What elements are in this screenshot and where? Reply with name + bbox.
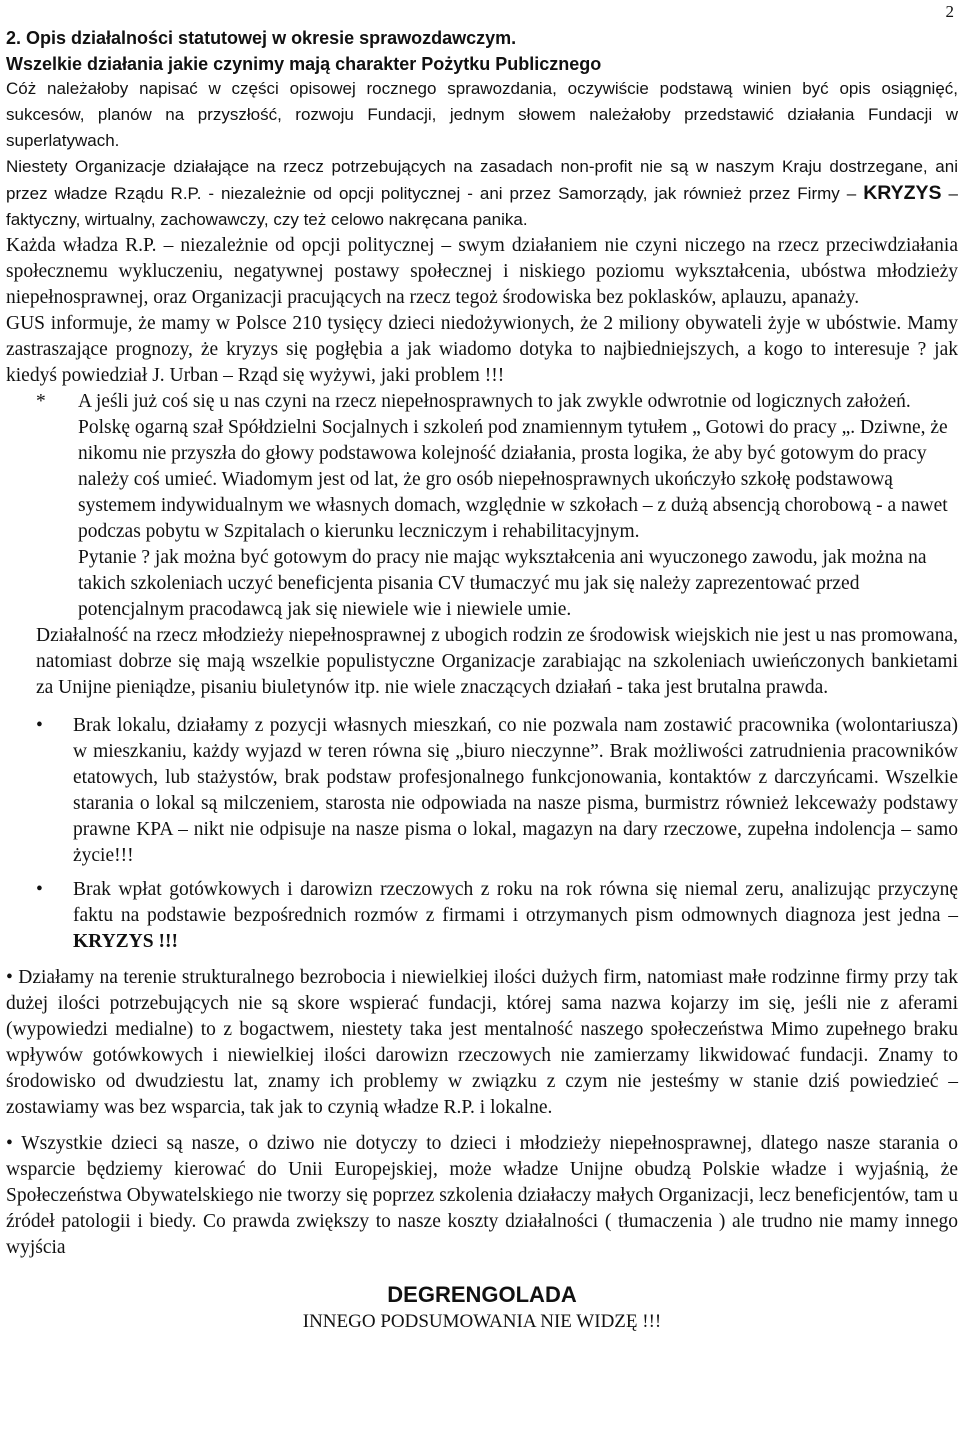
question-text: Pytanie ? jak można być gotowym do pracy nie mając wykształcenia ani wyuczonego zawodu, jak można na takich szkoleniach uczyć beneficjenta pisania CV tłumaczyć mu jak się należy zaprezentować przed potencjalnym pracodawcą jak się niewiele wie i niewiele umie. (78, 547, 927, 620)
footer-title: DEGRENGOLADA (387, 1282, 577, 1307)
paragraph-children-text: Wszystkie dzieci są nasze, o dziwo nie dotyczy to dzieci i młodzieży niepełnosprawnej, dlatego nasze starania o wsparcie będziemy kierować do Unii Europejskiej, może władze Unijne obudzą Polskie władze i wyjaśnią, że Społeczeństwa Obywatelskiego nie tworzy się poprzez szkolenia działaczy małych Organizacji, lecz beneficjentów, tam u źródeł patologii i biedy. Co prawda zwiększy to nasze koszty działalności ( tłumaczenia ) ale trudno nie mamy innego wyjścia (6, 1133, 958, 1258)
paragraph-gus: GUS informuje, że mamy w Polsce 210 tysięcy dzieci niedożywionych, że 2 miliony obywateli żyje w ubóstwie. Mamy zastraszające prognozy, że kryzys się pogłębia a jak wiadomo dotyka to najbiedniejszych, a kogo to interesuje ? jak kiedyś powiedział J. Urban – Rząd się wyżywi, jaki problem !!! (6, 313, 958, 386)
bullet-item-donations (6, 877, 958, 955)
paragraph-organizations (6, 154, 958, 233)
paragraph-authorities: Każda władza R.P. – niezależnie od opcji politycznej – swym działaniem nie czyni niczego na rzecz przeciwdziałania społecznemu wykluczeniu, negatywnej postawy społecznej i niskiego poziomu wykształcenia, ubóstwa młodzieży niepełnosprawnej, oraz Organizacji pracujących na rzecz tegoż środowiska bez poklasków, aplauzu, apanaży. (6, 235, 958, 308)
paragraph-organizations-text: Niestety Organizacje działające na rzecz potrzebujących na zasadach non-profit nie są w naszym Kraju dostrzegane, ani przez władze Rządu R.P. - niezależnie od opcji politycznej - ani przez Samorządy, jak również przez Firmy – (6, 157, 958, 203)
paragraph-region-text: Działamy na terenie strukturalnego bezrobocia i niewielkiej ilości dużych firm, natomiast małe rodzinne firmy przy tak dużej ilości potrzebujących nie są skore wspierać fundacji, której sama nazwa kojarzy im się, jeśli nie z aferami (wypowiedzi medialne) to z bogactwem, niestety taka jest mentalność naszego społeczeństwa Mimo zupełnego braku wpływów gotówkowych i niewielkiej ilości darowizn rzeczowych nie zamierzamy likwidować fundacji. Znamy to środowisko od dwudziestu lat, znamy ich problemy w związku z czym nie jesteśmy w stanie dziś powiedzieć – zostawiamy was bez wsparcia, tak jak to czynią władze R.P. i lokalne. (6, 967, 958, 1118)
kryzys-emphasis: KRYZYS !!! (73, 931, 178, 952)
bullet-dot-icon: • (36, 715, 43, 736)
paragraph-organizations-end: – faktyczny, wirtualny, zachowawczy, czy też celowo nakręcana panika. (6, 184, 958, 229)
kryzys-emphasis: KRYZYS (863, 182, 942, 204)
star-item-text: A jeśli już coś się u nas czyni na rzecz niepełnosprawnych to jak zwykle odwrotnie od logicznych założeń. Polskę ogarną szał Spółdzielni Socjalnych i szkoleń pod znamiennym tytułem „ Gotowi do pracy „. Dziwne, że nikomu nie przyszła do głowy podstawowa kolejność działania, prosta logika, że aby być gotowym do pracy należy coś umieć. Wiadomym jest od lat, że gro osób niepełnosprawnych ukończyło szkołę podstawową systemem indywidualnym we własnych domach, względnie w szkołach – z dużą absencją chorobową - a nawet podczas pobytu w Szpitalach o kierunku leczniczym i rehabilitacyjnym. (78, 391, 948, 542)
paragraph-intro: Cóż należałoby napisać w części opisowej rocznego sprawozdania, oczywiście podstawą winien być opis osiągnięć, sukcesów, planów na przyszłość, rozwoju Fundacji, jednym słowem należałoby przedstawić działania Fundacji w superlatywach. (6, 79, 958, 150)
bullet-item-premises (6, 713, 958, 869)
star-marker: * (36, 391, 46, 412)
bullet-dot-icon: • (6, 1133, 13, 1154)
paragraph-region (6, 965, 958, 1121)
bullet-dot-icon: • (36, 879, 43, 900)
footer-summary (6, 1281, 958, 1335)
section-heading: 2. Opis działalności statutowej w okresie sprawozdawczym. (6, 28, 517, 48)
bullet-item-text: Brak wpłat gotówkowych i darowizn rzeczowych z roku na rok równa się niemal zeru, analizując przyczynę faktu na podstawie bezpośrednich rozmów z firmami i otrzymanych pism odmownych diagnoza jest jedna – (73, 879, 958, 926)
bullet-dot-icon: • (6, 967, 13, 988)
sub-heading: Wszelkie działania jakie czynimy mają charakter Pożytku Publicznego (6, 54, 602, 74)
footer-subtitle: INNEGO PODSUMOWANIA NIE WIDZĘ !!! (302, 1311, 662, 1332)
paragraph-children (6, 1131, 958, 1261)
bullet-list (6, 713, 958, 955)
document-page (6, 0, 958, 1335)
paragraph-activity: Działalność na rzecz młodzieży niepełnosprawnej z ubogich rodzin ze środowisk wiejskich nie jest u nas promowana, natomiast dobrze się mają wszelkie populistyczne Organizacje zarabiając na szkoleniach uwieńczonych bankietami za Unijne pieniądze, pisaniu biuletynów itp. nie wiele znaczących działań - taka jest brutalna prawda. (36, 625, 958, 698)
page-number: 2 (945, 2, 954, 21)
bullet-item-text: Brak lokalu, działamy z pozycji własnych mieszkań, co nie pozwala nam zostawić pracownika (wolontariusza) w mieszkaniu, każdy wyjazd w teren równa się „biuro nieczynne”. Brak możliwości zatrudnienia pracowników etatowych, lub stażystów, brak podstaw profesjonalnego funkcjonowania, kontaktów z darczyńcami. Wszelkie starania o lokal są milczeniem, starosta nie odpowiada na nasze pisma, burmistrz również lekceważy podstawy prawne KPA – nikt nie odpisuje na nasze pisma o lokal, magazyn na dary rzeczowe, zupełna indolencja – samo życie!!! (73, 715, 958, 866)
star-item (6, 389, 958, 623)
